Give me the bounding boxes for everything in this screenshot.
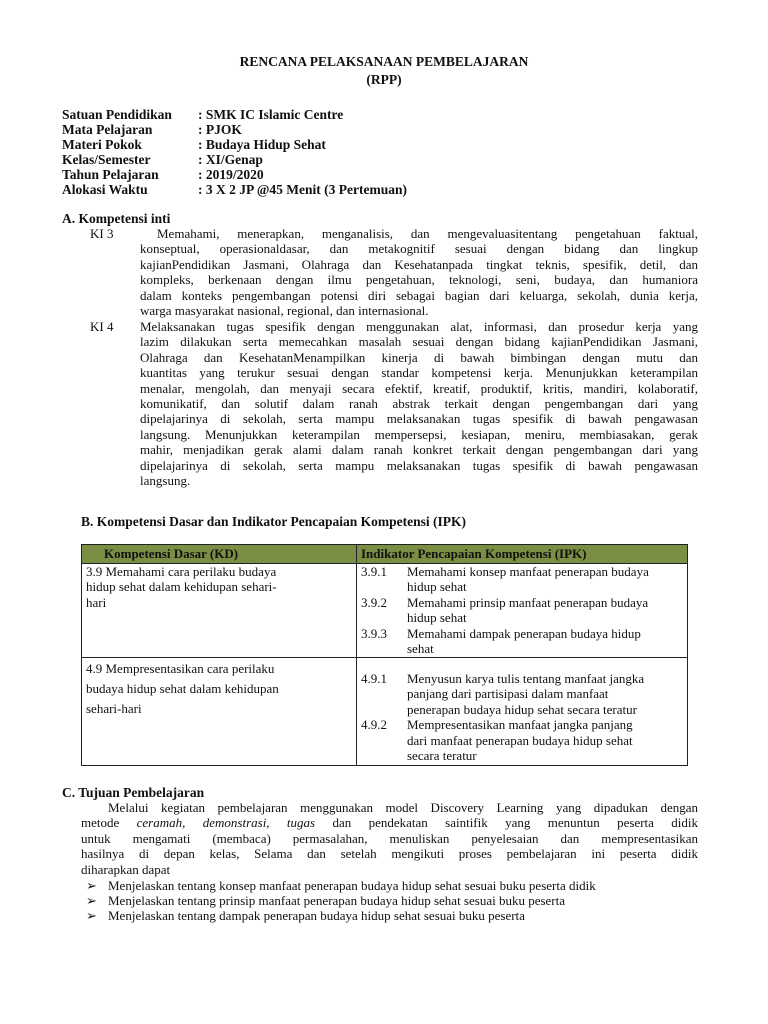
ipk-line: sehat bbox=[407, 641, 434, 656]
kd-line: budaya hidup sehat dalam kehidupan bbox=[86, 680, 279, 696]
ipk-line: dari manfaat penerapan budaya hidup sehat bbox=[407, 732, 633, 748]
tujuan-paragraph bbox=[81, 800, 698, 877]
ipk-item bbox=[361, 626, 683, 657]
ki4-line: langsung. bbox=[140, 473, 191, 489]
ki3-line: kajianPendidikan Jasmani, Olahraga dan Kesehatanpada tingkat teknis, spesifik, detil, dan bbox=[140, 256, 698, 272]
ipk-line: hidup sehat bbox=[407, 610, 467, 625]
ipk-column-header: Indikator Pencapaian Kompetensi (IPK) bbox=[357, 545, 688, 564]
tujuan-line: Melalui kegiatan pembelajaran menggunakan model Discovery Learning yang dipadukan dengan bbox=[108, 800, 698, 815]
ki4-line: menalar, mengolah, dan menyaji secara efektif, kreatif, produktif, kritis, mandiri, kolaboratif, bbox=[140, 380, 698, 396]
ki4-label: KI 4 bbox=[90, 319, 114, 334]
ki3-line: kompleks, berkenaan dengan ilmu pengetahuan, teknologi, seni, budaya, dan humaniora bbox=[140, 272, 698, 288]
ipk-item bbox=[361, 717, 683, 764]
ipk-number: 4.9.1 bbox=[361, 670, 387, 686]
ki4-paragraph bbox=[140, 319, 698, 488]
arrow-bullet-icon: ➢ bbox=[86, 878, 97, 893]
tujuan-line: hasilnya di depan kelas, Selama dan setelah mengikuti proses pembelajaran ini peserta didik bbox=[81, 846, 698, 862]
identity-label: Kelas/Semester bbox=[62, 152, 151, 167]
tujuan-methods: ceramah, demonstrasi, tugas bbox=[136, 815, 316, 831]
ki3-paragraph bbox=[140, 226, 698, 318]
ipk-item bbox=[361, 564, 683, 595]
kd-line: hari bbox=[86, 594, 107, 610]
ipk-line: Memahami dampak penerapan budaya hidup bbox=[407, 625, 641, 641]
table-row bbox=[82, 563, 688, 657]
ki3-line: warga masyarakat nasional, regional, dan internasional. bbox=[140, 303, 429, 319]
ipk-cell bbox=[357, 657, 688, 765]
ki4-line: komunikatif, dan solutif dalam ranah abstrak terkait dengan pengembangan dari yang bbox=[140, 396, 698, 412]
ipk-text bbox=[407, 717, 683, 764]
kd-cell bbox=[82, 657, 357, 765]
ipk-text bbox=[407, 626, 683, 657]
kd-ipk-table bbox=[81, 544, 688, 766]
ki3-line: Memahami, menerapkan, menganalisis, dan mengevaluasitentang pengetahuan faktual, bbox=[157, 226, 698, 241]
ipk-number: 4.9.2 bbox=[361, 717, 387, 732]
ki4-line: langsung. Menunjukkan keterampilan mempersepsi, kesiapan, meniru, membiasakan, gerak bbox=[140, 426, 698, 442]
kd-cell bbox=[82, 563, 357, 657]
ki4-line: kuantitas yang terukur sesuai dengan standar kompetensi kerja. Menunjukkan keterampilan bbox=[140, 365, 698, 381]
section-c-heading: C. Tujuan Pembelajaran bbox=[62, 785, 205, 800]
tujuan-text: dan pendekatan saintifik yang menuntun peserta didik bbox=[315, 815, 699, 831]
identity-label: Mata Pelajaran bbox=[62, 122, 153, 137]
document-subtitle: (RPP) bbox=[366, 72, 402, 87]
identity-label: Materi Pokok bbox=[62, 137, 142, 152]
ipk-number: 3.9.3 bbox=[361, 625, 387, 641]
identity-value: : 3 X 2 JP @45 Menit (3 Pertemuan) bbox=[198, 182, 408, 197]
tujuan-line: untuk mengamati (membaca) permasalahan, menuliskan penyelesaian dan mempresentasikan bbox=[81, 830, 698, 846]
identity-value: : PJOK bbox=[198, 122, 242, 137]
ipk-line: secara teratur bbox=[407, 748, 477, 763]
ipk-line: panjang dari partisipasi dalam manfaat bbox=[407, 686, 609, 701]
ipk-cell bbox=[357, 563, 688, 657]
identity-label: Satuan Pendidikan bbox=[62, 107, 172, 122]
identity-value: : SMK IC Islamic Centre bbox=[198, 107, 344, 122]
tujuan-line bbox=[81, 815, 698, 830]
ki3-label: KI 3 bbox=[90, 226, 114, 241]
ipk-item bbox=[361, 671, 683, 718]
section-b-heading: B. Kompetensi Dasar dan Indikator Pencapaian Kompetensi (IPK) bbox=[81, 514, 467, 529]
tujuan-bullet-item: Menjelaskan tentang konsep manfaat penerapan budaya hidup sehat sesuai buku peserta didik bbox=[108, 878, 596, 893]
ipk-text bbox=[407, 671, 683, 718]
table-row bbox=[82, 657, 688, 765]
arrow-bullet-icon: ➢ bbox=[86, 893, 97, 908]
identity-label: Tahun Pelajaran bbox=[62, 167, 159, 182]
identity-value: : 2019/2020 bbox=[198, 167, 264, 182]
kd-line: 4.9 Mempresentasikan cara perilaku bbox=[86, 660, 275, 676]
kd-line: sehari-hari bbox=[86, 700, 142, 716]
ki4-line: lazim dilakukan serta memecahkan masalah sesuai dengan bidang kajianPendidikan Jasmani, bbox=[140, 334, 698, 350]
section-a-heading: A. Kompetensi inti bbox=[62, 211, 171, 226]
ki3-line: konseptual, operasionaldasar, dan metakognitif sesuai dengan bidang dan lingkup bbox=[140, 241, 698, 257]
tujuan-bullet-item: Menjelaskan tentang dampak penerapan budaya hidup sehat sesuai buku peserta bbox=[108, 908, 525, 923]
ipk-item bbox=[361, 595, 683, 626]
ki4-line: dipelajarinya di sekolah, serta mampu melaksanakan tugas spesifik di bawah pengawasan bbox=[140, 411, 698, 427]
identity-label: Alokasi Waktu bbox=[62, 182, 148, 197]
ipk-line: Memahami prinsip manfaat penerapan budaya bbox=[407, 594, 649, 610]
document-title: RENCANA PELAKSANAAN PEMBELAJARAN bbox=[239, 54, 529, 69]
ki3-line: dalam konteks pengembangan potensi diri sebagai bagian dari keluarga, sekolah, dunia kerja, bbox=[140, 287, 698, 303]
kd-line: 3.9 Memahami cara perilaku budaya bbox=[86, 563, 277, 579]
ipk-number: 3.9.2 bbox=[361, 594, 387, 610]
ipk-line: hidup sehat bbox=[407, 579, 467, 594]
identity-value: : Budaya Hidup Sehat bbox=[198, 137, 326, 152]
ipk-line: penerapan budaya hidup sehat secara teratur bbox=[407, 701, 637, 717]
ki4-line: Melaksanakan tugas spesifik dengan menggunakan alat, informasi, dan prosedur kerja yang bbox=[140, 319, 698, 334]
tujuan-text: metode bbox=[81, 815, 137, 831]
ki4-line: mahir, menjadikan gerak alami dalam ranah konkret terkait dengan pengembangan dari yang bbox=[140, 442, 698, 458]
ipk-line: Mempresentasikan manfaat jangka panjang bbox=[407, 717, 633, 732]
ipk-number: 3.9.1 bbox=[361, 563, 387, 579]
ipk-text bbox=[407, 595, 683, 626]
table-header-row bbox=[82, 545, 688, 564]
tujuan-line: diharapkan dapat bbox=[81, 861, 171, 877]
identity-value: : XI/Genap bbox=[198, 152, 263, 167]
ipk-line: Memahami konsep manfaat penerapan budaya bbox=[407, 563, 649, 579]
kd-line: hidup sehat dalam kehidupan sehari- bbox=[86, 579, 277, 594]
ipk-line: Menyusun karya tulis tentang manfaat jangka bbox=[407, 670, 645, 686]
tujuan-bullet-item: Menjelaskan tentang prinsip manfaat penerapan budaya hidup sehat sesuai buku peserta bbox=[108, 893, 566, 908]
ki4-line: dipelajarinya di sekolah, serta mampu melaksanakan tugas spesifik di bawah pengawasan bbox=[140, 457, 698, 473]
ipk-text bbox=[407, 564, 683, 595]
kd-column-header: Kompetensi Dasar (KD) bbox=[82, 545, 357, 564]
ki4-line: Olahraga dan KesehatanMenampilkan kinerja di bawah bimbingan dengan mutu dan bbox=[140, 349, 698, 365]
arrow-bullet-icon: ➢ bbox=[86, 908, 97, 923]
